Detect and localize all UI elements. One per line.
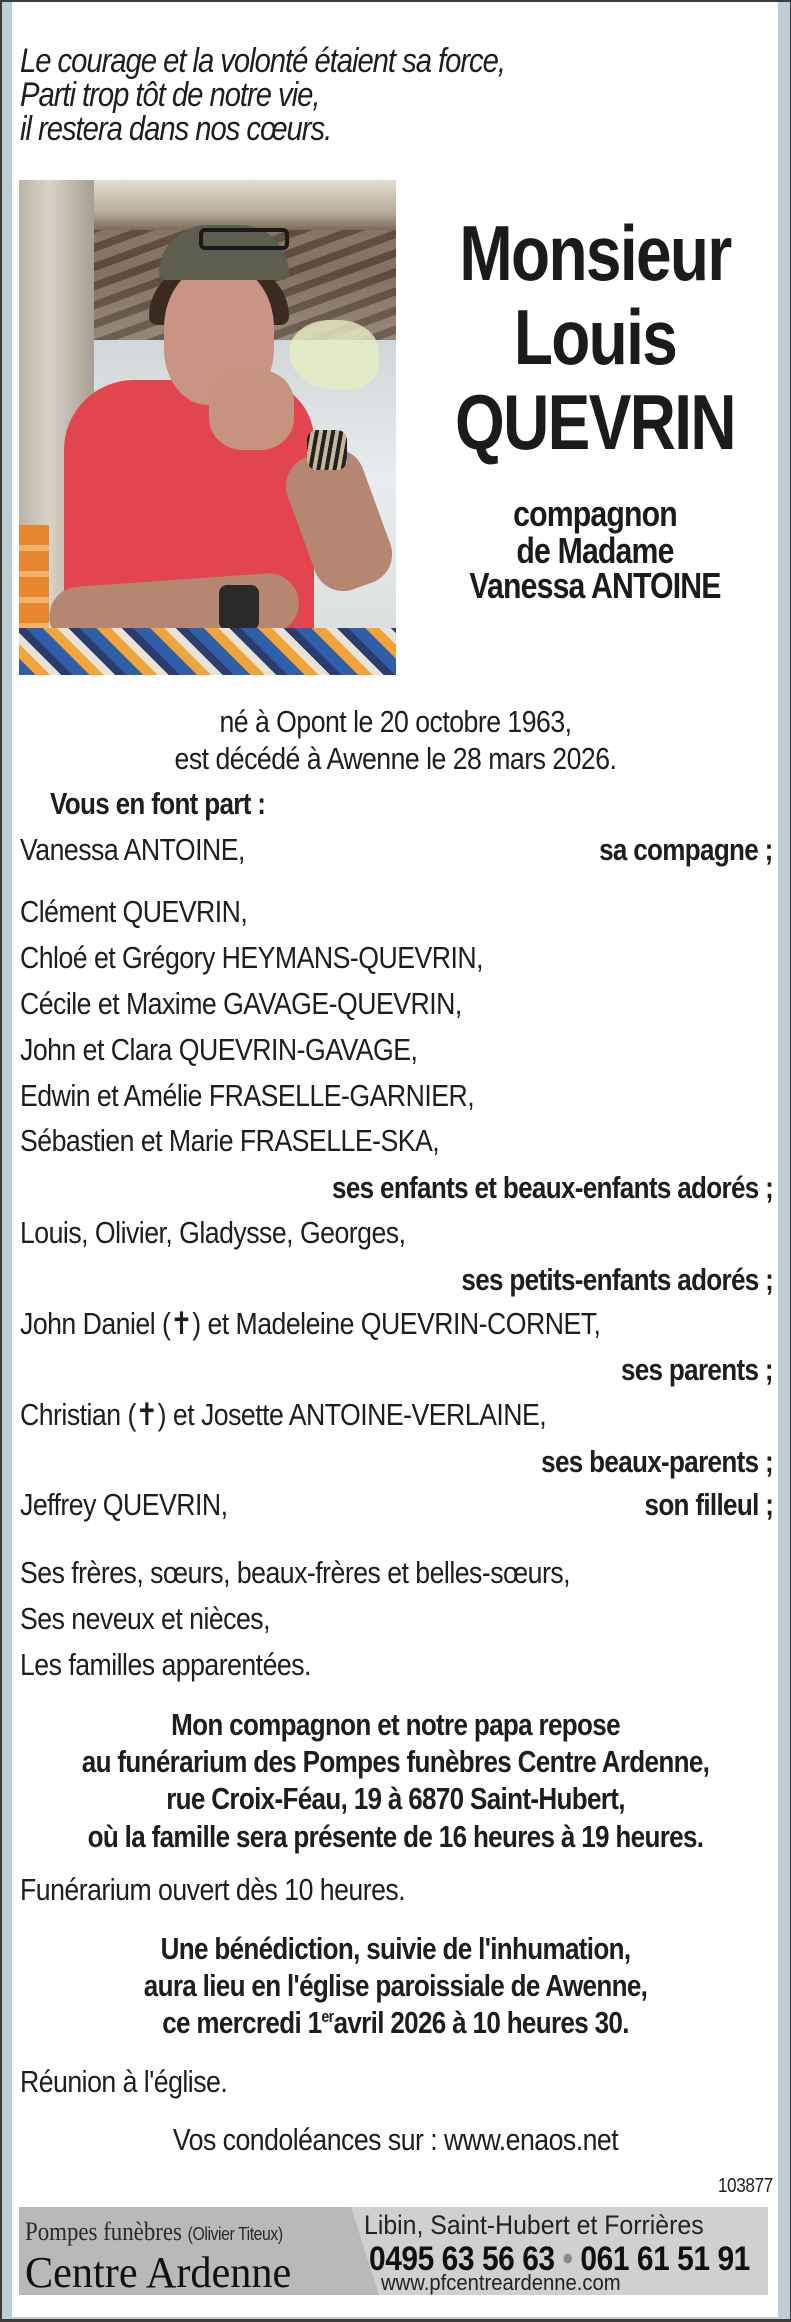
- partner-name: Vanessa ANTOINE,: [20, 832, 245, 867]
- funeral-home-website[interactable]: www.pfcentreardenne.com: [381, 2270, 621, 2295]
- parents-role: ses parents ;: [621, 1352, 773, 1387]
- poem-line-3: il restera dans nos cœurs.: [20, 110, 332, 148]
- child-5: Edwin et Amélie FRASELLE-GARNIER,: [20, 1078, 475, 1113]
- child-3: Cécile et Maxime GAVAGE-QUEVRIN,: [20, 986, 462, 1021]
- visitation-line-1: Mon compagnon et notre papa repose: [171, 1707, 620, 1742]
- godson-name: Jeffrey QUEVRIN,: [20, 1487, 228, 1522]
- funeral-home-label: Pompes funèbres (Olivier Titeux): [25, 2217, 283, 2246]
- child-4: John et Clara QUEVRIN-GAVAGE,: [20, 1032, 418, 1067]
- inlaws-role: ses beaux-parents ;: [541, 1444, 773, 1479]
- grandchildren-role: ses petits-enfants adorés ;: [461, 1262, 773, 1297]
- poem-line-2: Parti trop tôt de notre vie,: [20, 76, 320, 114]
- relation-line-2: de Madame: [516, 530, 674, 571]
- funeral-home-locations: Libin, Saint-Hubert et Forrières: [364, 2210, 704, 2240]
- portrait-photo: [19, 180, 396, 675]
- others-line-3: Les familles apparentées.: [20, 1647, 311, 1682]
- visitation-line-2: au funérarium des Pompes funèbres Centre Ardenne,: [81, 1744, 710, 1779]
- children-role: ses enfants et beaux-enfants adorés ;: [331, 1170, 773, 1205]
- announcers-heading: Vous en font part :: [50, 786, 266, 821]
- grandchildren-names: Louis, Olivier, Gladysse, Georges,: [20, 1215, 406, 1250]
- birth-line: né à Opont le 20 octobre 1963,: [219, 704, 572, 739]
- poem-line-1: Le courage et la volonté étaient sa force,: [20, 42, 505, 80]
- child-1: Clément QUEVRIN,: [20, 894, 248, 929]
- last-name: QUEVRIN: [455, 378, 735, 466]
- ceremony-line-1: Une bénédiction, suivie de l'inhumation,: [160, 1931, 631, 1966]
- funeral-home-banner: [19, 2207, 768, 2295]
- child-6: Sébastien et Marie FRASELLE-SKA,: [20, 1123, 440, 1158]
- ceremony-line-2: aura lieu en l'église paroissiale de Awenne,: [143, 1968, 648, 2003]
- child-2: Chloé et Grégory HEYMANS-QUEVRIN,: [20, 940, 483, 975]
- parents-names: John Daniel (✝) et Madeleine QUEVRIN-CORNET,: [20, 1306, 601, 1341]
- others-line-2: Ses neveux et nièces,: [20, 1601, 271, 1636]
- others-line-1: Ses frères, sœurs, beaux-frères et belles-sœurs,: [20, 1555, 571, 1590]
- meeting-line: Réunion à l'église.: [20, 2064, 228, 2099]
- phone-1[interactable]: 0495 63 56 63: [369, 2240, 555, 2278]
- first-name: Louis: [513, 293, 677, 381]
- death-line: est décédé à Awenne le 28 mars 2026.: [174, 741, 617, 776]
- visitation-line-4: où la famille sera présente de 16 heures à 19 heures.: [87, 1819, 704, 1854]
- relation-line-1: compagnon: [513, 493, 677, 534]
- funeral-home-brand: Centre Ardenne: [25, 2248, 292, 2295]
- partner-role: sa compagne ;: [599, 832, 773, 867]
- relation-line-3: Vanessa ANTOINE: [469, 565, 721, 606]
- inlaws-names: Christian (✝) et Josette ANTOINE-VERLAINE,: [20, 1397, 547, 1432]
- visitation-line-3: rue Croix-Féau, 19 à 6870 Saint-Hubert,: [166, 1781, 625, 1816]
- cross-icon: ✝: [135, 1397, 158, 1432]
- ceremony-line-3: ce mercredi 1eravril 2026 à 10 heures 30.: [162, 2005, 629, 2040]
- reference-number: 103877: [718, 2175, 773, 2197]
- funerarium-opening: Funérarium ouvert dès 10 heures.: [20, 1872, 406, 1907]
- civility: Monsieur: [459, 209, 731, 297]
- separator-dot: •: [562, 2240, 573, 2278]
- cross-icon: ✝: [170, 1306, 193, 1341]
- condolences-link[interactable]: Vos condoléances sur : www.enaos.net: [172, 2122, 619, 2157]
- godson-role: son filleul ;: [644, 1487, 773, 1522]
- phone-2[interactable]: 061 61 51 91: [580, 2240, 750, 2278]
